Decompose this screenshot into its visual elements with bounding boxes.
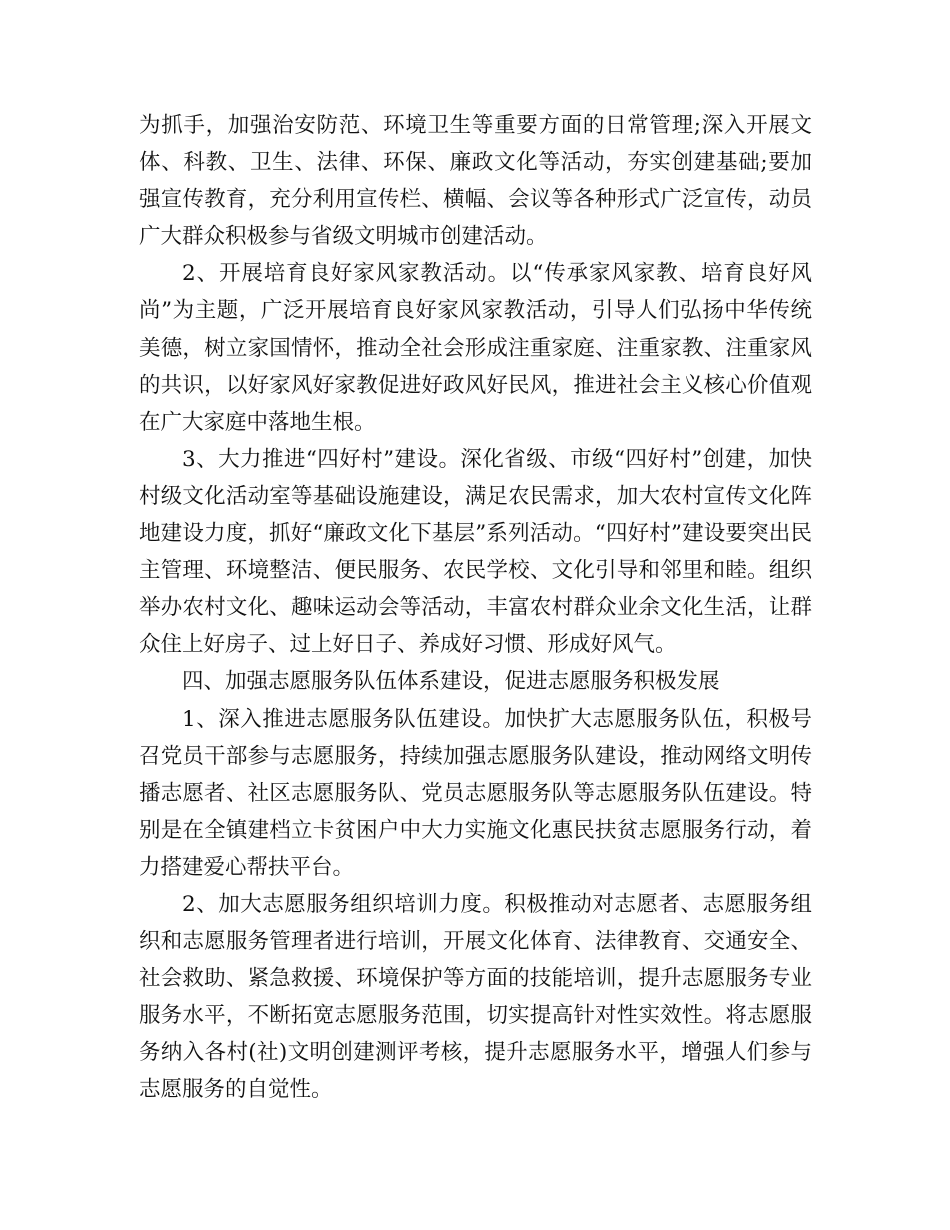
- paragraph-family-tradition: 2、开展培育良好家风家教活动。以“传承家风家教、培育良好风尚”为主题，广泛开展培育良好家风家教活动，引导人们弘扬中华传统美德，树立家国情怀，推动全社会形成注重家庭、注重家教、注重家风的共识，以好家风好家教促进好政风好民风，推进社会主义核心价值观在广大家庭中落地生根。: [139, 261, 812, 435]
- paragraph-four-good-villages: 3、大力推进“四好村”建设。深化省级、市级“四好村”创建，加快村级文化活动室等基础设施建设，满足农民需求，加大农村宣传文化阵地建设力度，抓好“廉政文化下基层”系列活动。“四好村”建设要突出民主管理、环境整洁、便民服务、农民学校、文化引导和邻里和睦。组织举办农村文化、趣味运动会等活动，丰富农村群众业余文化生活，让群众住上好房子、过上好日子、养成好习惯、形成好风气。: [139, 446, 812, 658]
- paragraph-volunteer-team: 1、深入推进志愿服务队伍建设。加快扩大志愿服务队伍，积极号召党员干部参与志愿服务，持续加强志愿服务队建设，推动网络文明传播志愿者、社区志愿服务队、党员志愿服务队等志愿服务队伍建设。特别是在全镇建档立卡贫困户中大力实施文化惠民扶贫志愿服务行动，着力搭建爱心帮扶平台。: [139, 706, 812, 880]
- paragraph-volunteer-training: 2、加大志愿服务组织培训力度。积极推动对志愿者、志愿服务组织和志愿服务管理者进行培训，开展文化体育、法律教育、交通安全、社会救助、紧急救援、环境保护等方面的技能培训，提升志愿服务专业服务水平，不断拓宽志愿服务范围，切实提高针对性实效性。将志愿服务纳入各村(社)文明创建测评考核，提升志愿服务水平，增强人们参与志愿服务的自觉性。: [139, 891, 812, 1103]
- paragraph-continuation: 为抓手，加强治安防范、环境卫生等重要方面的日常管理;深入开展文体、科教、卫生、法律、环保、廉政文化等活动，夯实创建基础;要加强宣传教育，充分利用宣传栏、横幅、会议等各种形式广泛宣传，动员广大群众积极参与省级文明城市创建活动。: [139, 113, 812, 250]
- section-heading-volunteer-system: 四、加强志愿服务队伍体系建设，促进志愿服务积极发展: [182, 669, 720, 695]
- document-page: [139, 107, 812, 1109]
